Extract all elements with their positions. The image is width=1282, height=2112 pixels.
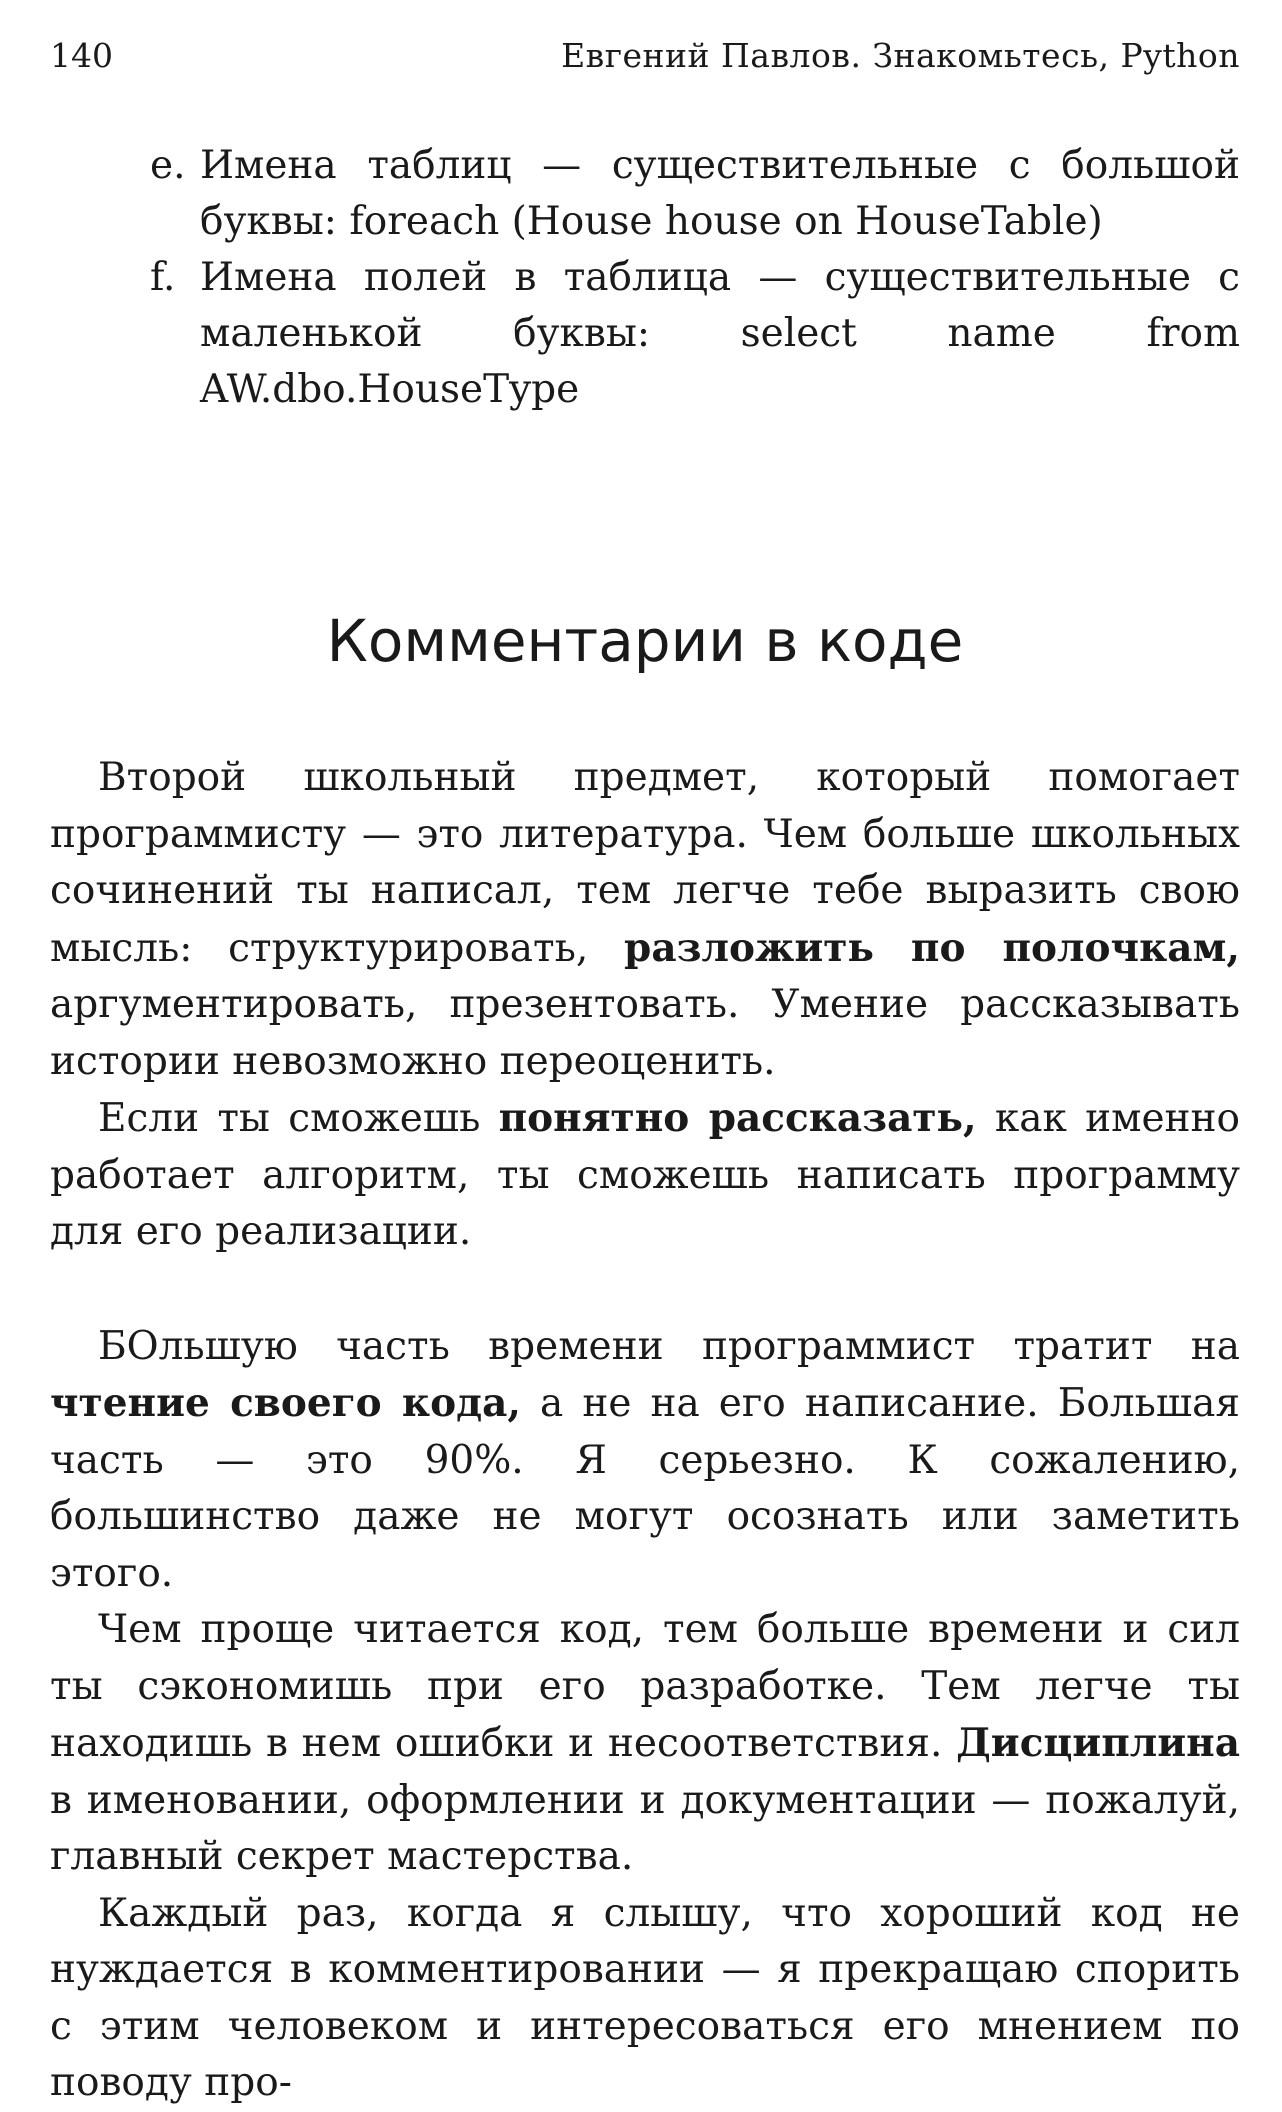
emphasis-text: разложить по полочкам, — [624, 924, 1240, 971]
paragraph-text: Чем проще читается код, тем больше времени и сил ты сэкономишь при его разработке. Тем легче ты находишь в нем ошибки и несоответствия. — [50, 1607, 1240, 1766]
list-item-marker: f. — [150, 255, 176, 300]
emphasis-text: чтение своего кода, — [50, 1380, 521, 1426]
list-item-text: Имена таблиц — существительные с большой буквы: foreach (House house on HouseTable) — [200, 143, 1240, 244]
paragraph — [50, 1886, 1240, 2112]
paragraph-text: а не на его написание. Большая часть — это 90%. Я серьезно. К сожалению, большинство даже не могут осознать или заметить этого. — [50, 1381, 1240, 1596]
paragraph — [50, 1602, 1240, 1886]
paragraph-text: в именовании, оформлении и документации — пожалуй, главный секрет мастерства. — [50, 1777, 1240, 1879]
emphasis-text: Дисциплина — [956, 1720, 1240, 1766]
body-text — [50, 750, 1240, 2112]
list-item-text: Имена полей в таблица — существительные с маленькой буквы: select name from AW.dbo.HouseType — [200, 255, 1240, 412]
running-head-title: Евгений Павлов. Знакомьтесь, Python — [561, 36, 1240, 75]
naming-rules-list — [150, 138, 1240, 418]
paragraph — [50, 1319, 1240, 1603]
list-item-marker: e. — [150, 143, 186, 188]
paragraph-text: Второй школьный предмет, который помогает программисту — это литература. Чем больше школьных сочинений ты написал, тем легче тебе выразить свою мысль: структурировать, — [50, 755, 1240, 971]
running-head — [50, 34, 1240, 78]
paragraph — [50, 750, 1240, 1090]
paragraph-text: Если ты сможешь — [98, 1096, 499, 1141]
paragraph-text: Каждый раз, когда я слышу, что хороший код не нуждается в комментировании — я прекращаю спорить с этим человеком и интересоваться его мнением по поводу про- — [50, 1890, 1240, 2105]
paragraph-text: как именно работает алгоритм, ты сможешь написать программу для его реализации. — [50, 1096, 1240, 1254]
list-item — [150, 250, 1240, 418]
list-item — [150, 138, 1240, 250]
page-number: 140 — [50, 36, 113, 75]
emphasis-text: понятно рассказать, — [498, 1095, 977, 1141]
paragraph — [50, 1090, 1240, 1261]
section-title: Комментарии в коде — [326, 607, 964, 675]
paragraph-text: БОльшую часть времени программист тратит на — [98, 1323, 1240, 1369]
paragraph-text: аргументировать, презентовать. Умение рассказывать истории невозможно переоценить. — [50, 982, 1240, 1084]
